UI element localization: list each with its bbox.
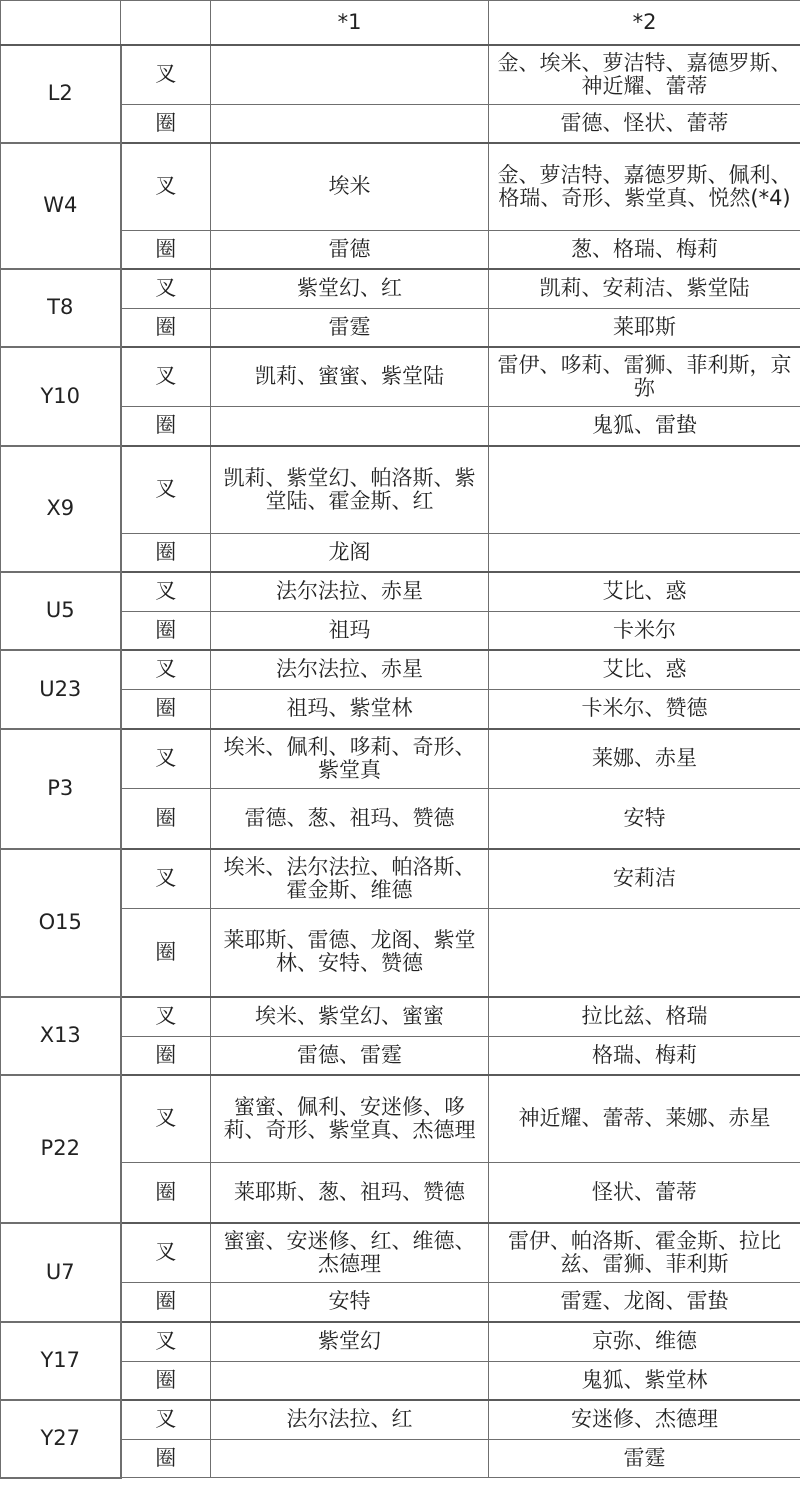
col1-cell: 祖玛 [211, 612, 489, 650]
group-code-cell: P22 [1, 1075, 121, 1223]
col1-cell [211, 105, 489, 143]
mark-cell: 圈 [121, 1440, 211, 1478]
table-row [1, 105, 800, 143]
table-row [1, 909, 800, 997]
table-row [1, 45, 800, 105]
mark-cell: 叉 [121, 729, 211, 789]
col1-cell: 雷德 [211, 231, 489, 269]
col1-cell: 安特 [211, 1283, 489, 1322]
mark-cell: 叉 [121, 1322, 211, 1362]
table-row [1, 143, 800, 231]
table-row [1, 1440, 800, 1478]
col1-cell: 法尔法拉、红 [211, 1400, 489, 1440]
group-code-cell: W4 [1, 143, 121, 269]
mark-cell: 叉 [121, 45, 211, 105]
group-code-cell: O15 [1, 849, 121, 997]
col2-cell: 雷伊、哆莉、雷狮、菲利斯，京弥 [489, 347, 800, 407]
mark-cell: 叉 [121, 347, 211, 407]
table-row [1, 534, 800, 572]
col1-cell [211, 45, 489, 105]
table-row [1, 789, 800, 849]
col1-cell: 雷霆 [211, 309, 489, 347]
table-row [1, 572, 800, 612]
table-row [1, 1223, 800, 1283]
col1-cell: 埃米 [211, 143, 489, 231]
group-code-cell: U7 [1, 1223, 121, 1322]
header-cell-col1: *1 [211, 1, 489, 45]
mark-cell: 叉 [121, 269, 211, 309]
mark-cell: 圈 [121, 309, 211, 347]
mark-cell: 圈 [121, 105, 211, 143]
mark-cell: 叉 [121, 1075, 211, 1163]
col2-cell [489, 446, 800, 534]
col2-cell: 艾比、惑 [489, 572, 800, 612]
col2-cell: 雷伊、帕洛斯、霍金斯、拉比兹、雷狮、菲利斯 [489, 1223, 800, 1283]
col2-cell: 金、萝洁特、嘉德罗斯、佩利、格瑞、奇形、紫堂真、悦然(*4) [489, 143, 800, 231]
col1-cell: 莱耶斯、雷德、龙阁、紫堂林、安特、赞德 [211, 909, 489, 997]
group-code-cell: Y27 [1, 1400, 121, 1478]
col1-cell: 雷德、葱、祖玛、赞德 [211, 789, 489, 849]
col2-cell: 拉比兹、格瑞 [489, 997, 800, 1037]
col2-cell: 艾比、惑 [489, 650, 800, 690]
group-code-cell: U23 [1, 650, 121, 729]
header-cell-code [1, 1, 121, 45]
table-row [1, 1163, 800, 1223]
mark-cell: 圈 [121, 1283, 211, 1322]
col2-cell: 莱耶斯 [489, 309, 800, 347]
col2-cell: 格瑞、梅莉 [489, 1037, 800, 1075]
col1-cell: 紫堂幻、红 [211, 269, 489, 309]
group-code-cell: T8 [1, 269, 121, 347]
mark-cell: 圈 [121, 534, 211, 572]
col2-cell: 卡米尔 [489, 612, 800, 650]
col1-cell [211, 407, 489, 446]
table-row [1, 729, 800, 789]
table-row [1, 849, 800, 909]
col1-cell: 法尔法拉、赤星 [211, 650, 489, 690]
col1-cell: 埃米、紫堂幻、蜜蜜 [211, 997, 489, 1037]
mark-cell: 叉 [121, 446, 211, 534]
col2-cell: 京弥、维德 [489, 1322, 800, 1362]
col1-cell: 莱耶斯、葱、祖玛、赞德 [211, 1163, 489, 1223]
col2-cell: 怪状、蕾蒂 [489, 1163, 800, 1223]
mark-cell: 圈 [121, 789, 211, 849]
col1-cell: 紫堂幻 [211, 1322, 489, 1362]
col1-cell: 祖玛、紫堂林 [211, 690, 489, 729]
mark-cell: 圈 [121, 231, 211, 269]
mark-cell: 叉 [121, 650, 211, 690]
mark-cell: 叉 [121, 1223, 211, 1283]
col2-cell [489, 909, 800, 997]
group-code-cell: X9 [1, 446, 121, 572]
col2-cell: 卡米尔、赞德 [489, 690, 800, 729]
col1-cell [211, 1440, 489, 1478]
group-code-cell: L2 [1, 45, 121, 143]
col2-cell: 鬼狐、紫堂林 [489, 1362, 800, 1400]
table-row [1, 231, 800, 269]
table-row [1, 269, 800, 309]
col2-cell: 鬼狐、雷蛰 [489, 407, 800, 446]
col2-cell: 安莉洁 [489, 849, 800, 909]
col2-cell: 葱、格瑞、梅莉 [489, 231, 800, 269]
mark-cell: 叉 [121, 1400, 211, 1440]
col2-cell: 雷德、怪状、蕾蒂 [489, 105, 800, 143]
mark-cell: 圈 [121, 1362, 211, 1400]
col1-cell: 埃米、法尔法拉、帕洛斯、霍金斯、维德 [211, 849, 489, 909]
header-cell-col2: *2 [489, 1, 800, 45]
table-row [1, 612, 800, 650]
table-row [1, 347, 800, 407]
col2-cell: 金、埃米、萝洁特、嘉德罗斯、神近耀、蕾蒂 [489, 45, 800, 105]
mark-cell: 圈 [121, 909, 211, 997]
table-row [1, 690, 800, 729]
col1-cell: 蜜蜜、安迷修、红、维德、杰德理 [211, 1223, 489, 1283]
table-row [1, 650, 800, 690]
mark-cell: 叉 [121, 997, 211, 1037]
table-row [1, 407, 800, 446]
mark-cell: 圈 [121, 1037, 211, 1075]
col1-cell: 凯莉、蜜蜜、紫堂陆 [211, 347, 489, 407]
mark-cell: 圈 [121, 612, 211, 650]
col2-cell [489, 534, 800, 572]
table-row [1, 1362, 800, 1400]
col2-cell: 雷霆 [489, 1440, 800, 1478]
col2-cell: 安特 [489, 789, 800, 849]
group-code-cell: P3 [1, 729, 121, 849]
col1-cell: 雷德、雷霆 [211, 1037, 489, 1075]
table-row [1, 1075, 800, 1163]
table-row [1, 1400, 800, 1440]
table-row [1, 1037, 800, 1075]
col1-cell: 埃米、佩利、哆莉、奇形、紫堂真 [211, 729, 489, 789]
col1-cell [211, 1362, 489, 1400]
mark-cell: 叉 [121, 849, 211, 909]
table-row [1, 1283, 800, 1322]
col2-cell: 凯莉、安莉洁、紫堂陆 [489, 269, 800, 309]
table-row [1, 446, 800, 534]
header-row [1, 1, 800, 45]
mark-cell: 圈 [121, 690, 211, 729]
table-row [1, 309, 800, 347]
col2-cell: 莱娜、赤星 [489, 729, 800, 789]
table-body [1, 45, 800, 1478]
col1-cell: 蜜蜜、佩利、安迷修、哆莉、奇形、紫堂真、杰德理 [211, 1075, 489, 1163]
col1-cell: 龙阁 [211, 534, 489, 572]
mark-cell: 叉 [121, 572, 211, 612]
table-row [1, 997, 800, 1037]
col2-cell: 神近耀、蕾蒂、莱娜、赤星 [489, 1075, 800, 1163]
col2-cell: 雷霆、龙阁、雷蛰 [489, 1283, 800, 1322]
mark-cell: 圈 [121, 1163, 211, 1223]
group-code-cell: Y17 [1, 1322, 121, 1400]
col1-cell: 凯莉、紫堂幻、帕洛斯、紫堂陆、霍金斯、红 [211, 446, 489, 534]
group-code-cell: U5 [1, 572, 121, 650]
mark-cell: 圈 [121, 407, 211, 446]
header-cell-mark [121, 1, 211, 45]
mark-cell: 叉 [121, 143, 211, 231]
group-code-cell: Y10 [1, 347, 121, 446]
group-code-cell: X13 [1, 997, 121, 1075]
col2-cell: 安迷修、杰德理 [489, 1400, 800, 1440]
col1-cell: 法尔法拉、赤星 [211, 572, 489, 612]
table-row [1, 1322, 800, 1362]
